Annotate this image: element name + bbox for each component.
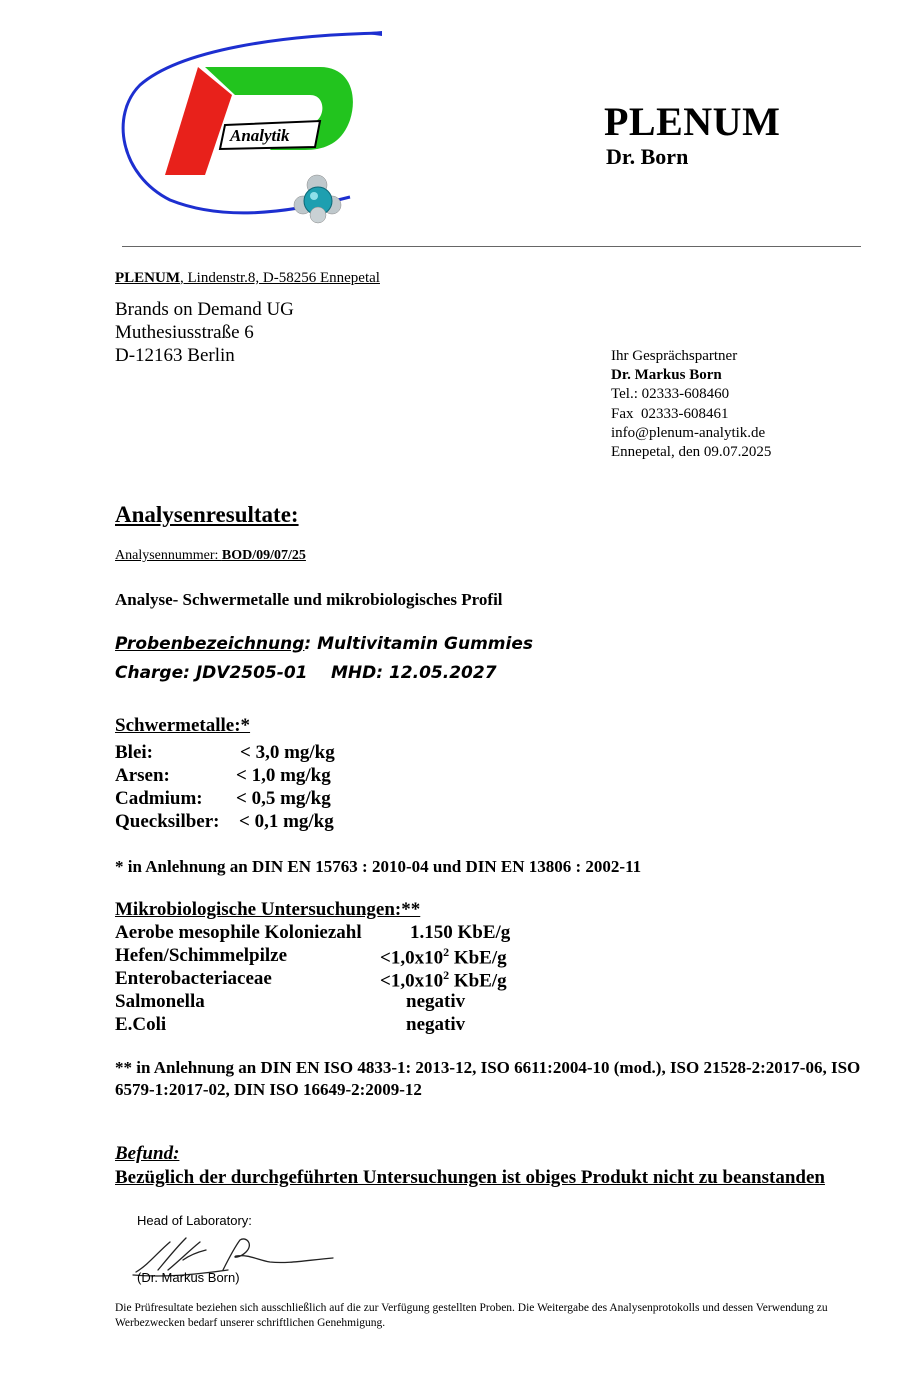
contact-fax: Fax 02333-608461 — [611, 406, 729, 422]
analysis-number-value: BOD/09/07/25 — [221, 548, 306, 563]
company-subtitle: Dr. Born — [606, 144, 689, 169]
analysis-number — [115, 548, 306, 564]
microbiology-heading: Mikrobiologische Untersuchungen:** — [115, 899, 421, 920]
charge-number: Charge: JDV2505-01 — [115, 663, 308, 683]
heavy-metals-heading: Schwermetalle:* — [115, 715, 251, 736]
plenum-analytik-logo — [110, 25, 400, 225]
logo-molecule — [294, 175, 341, 223]
recipient-line-3: D-12163 Berlin — [115, 345, 235, 366]
contact-email[interactable]: info@plenum-analytik.de — [611, 425, 766, 441]
logo-red-bar — [165, 67, 232, 175]
micro-label: E.Coli — [115, 1014, 167, 1035]
befund-title: Befund: — [115, 1143, 180, 1164]
micro-label: Aerobe mesophile Koloniezahl — [115, 922, 362, 943]
header-divider — [122, 246, 861, 247]
heavy-metal-label: Blei: — [115, 742, 153, 763]
microbiology-note: ** in Anlehnung an DIN EN ISO 4833-1: 2013-12, ISO 6611:2004-10 (mod.), ISO 21528-2:2017-06, ISO 6579-1:2017-02, DIN ISO 16649-2:2009-12 — [115, 1058, 861, 1099]
sender-street: , Lindenstr.8, D-58256 Ennepetal — [180, 270, 380, 286]
company-name: PLENUM — [604, 99, 781, 144]
signature-title: Head of Laboratory: — [137, 1213, 252, 1228]
analysis-scope: Analyse- Schwermetalle und mikrobiologisches Profil — [115, 590, 503, 609]
heavy-metal-value: < 0,1 mg/kg — [239, 811, 334, 832]
contact-person: Dr. Markus Born — [611, 367, 722, 383]
micro-value: negativ — [406, 1014, 466, 1035]
contact-label: Ihr Gesprächspartner — [611, 348, 738, 364]
micro-label: Salmonella — [115, 991, 205, 1012]
heavy-metal-value: < 1,0 mg/kg — [236, 765, 331, 786]
sender-address — [115, 270, 380, 287]
logo-text: Analytik — [230, 126, 290, 145]
micro-value: $<1,0x10^2$ KbE/g — [380, 968, 507, 992]
micro-value: 1.150 KbE/g — [410, 922, 511, 943]
heavy-metal-value: < 3,0 mg/kg — [240, 742, 335, 763]
contact-date: Ennepetal, den 09.07.2025 — [611, 444, 772, 460]
heavy-metal-label: Cadmium: — [115, 788, 203, 809]
befund-text: Bezüglich der durchgeführten Untersuchungen ist obiges Produkt nicht zu beanstanden — [115, 1167, 825, 1188]
recipient-line-1: Brands on Demand UG — [115, 299, 294, 320]
sender-name: PLENUM — [115, 270, 180, 286]
sample-label: Probenbezeichnung — [115, 634, 305, 654]
sample-value: : Multivitamin Gummies — [304, 634, 533, 654]
report-title: Analysenresultate: — [115, 502, 299, 527]
micro-value: negativ — [406, 991, 466, 1012]
micro-label: Hefen/Schimmelpilze — [115, 945, 288, 966]
disclaimer: Die Prüfresultate beziehen sich ausschließlich auf die zur Verfügung gestellten Proben. Die Weitergabe des Analysenprotokolls und dessen Verwendung zu Werbezwecken bedarf unserer schriftlichen Genehmigung. — [115, 1302, 828, 1329]
contact-tel: Tel.: 02333-608460 — [611, 386, 730, 402]
heavy-metal-label: Quecksilber: — [115, 811, 220, 832]
mhd-date: MHD: 12.05.2027 — [331, 663, 497, 683]
micro-label: Enterobacteriaceae — [115, 968, 272, 989]
heavy-metal-label: Arsen: — [115, 765, 170, 786]
heavy-metals-note: * in Anlehnung an DIN EN 15763 : 2010-04 und DIN EN 13806 : 2002-11 — [115, 857, 642, 876]
signature-name: (Dr. Markus Born) — [137, 1270, 240, 1285]
analysis-number-label: Analysennummer: — [115, 548, 222, 563]
recipient-line-2: Muthesiusstraße 6 — [115, 322, 254, 343]
sample-designation — [115, 634, 533, 654]
micro-value: $<1,0x10^2$ KbE/g — [380, 945, 507, 969]
heavy-metal-value: < 0,5 mg/kg — [236, 788, 331, 809]
